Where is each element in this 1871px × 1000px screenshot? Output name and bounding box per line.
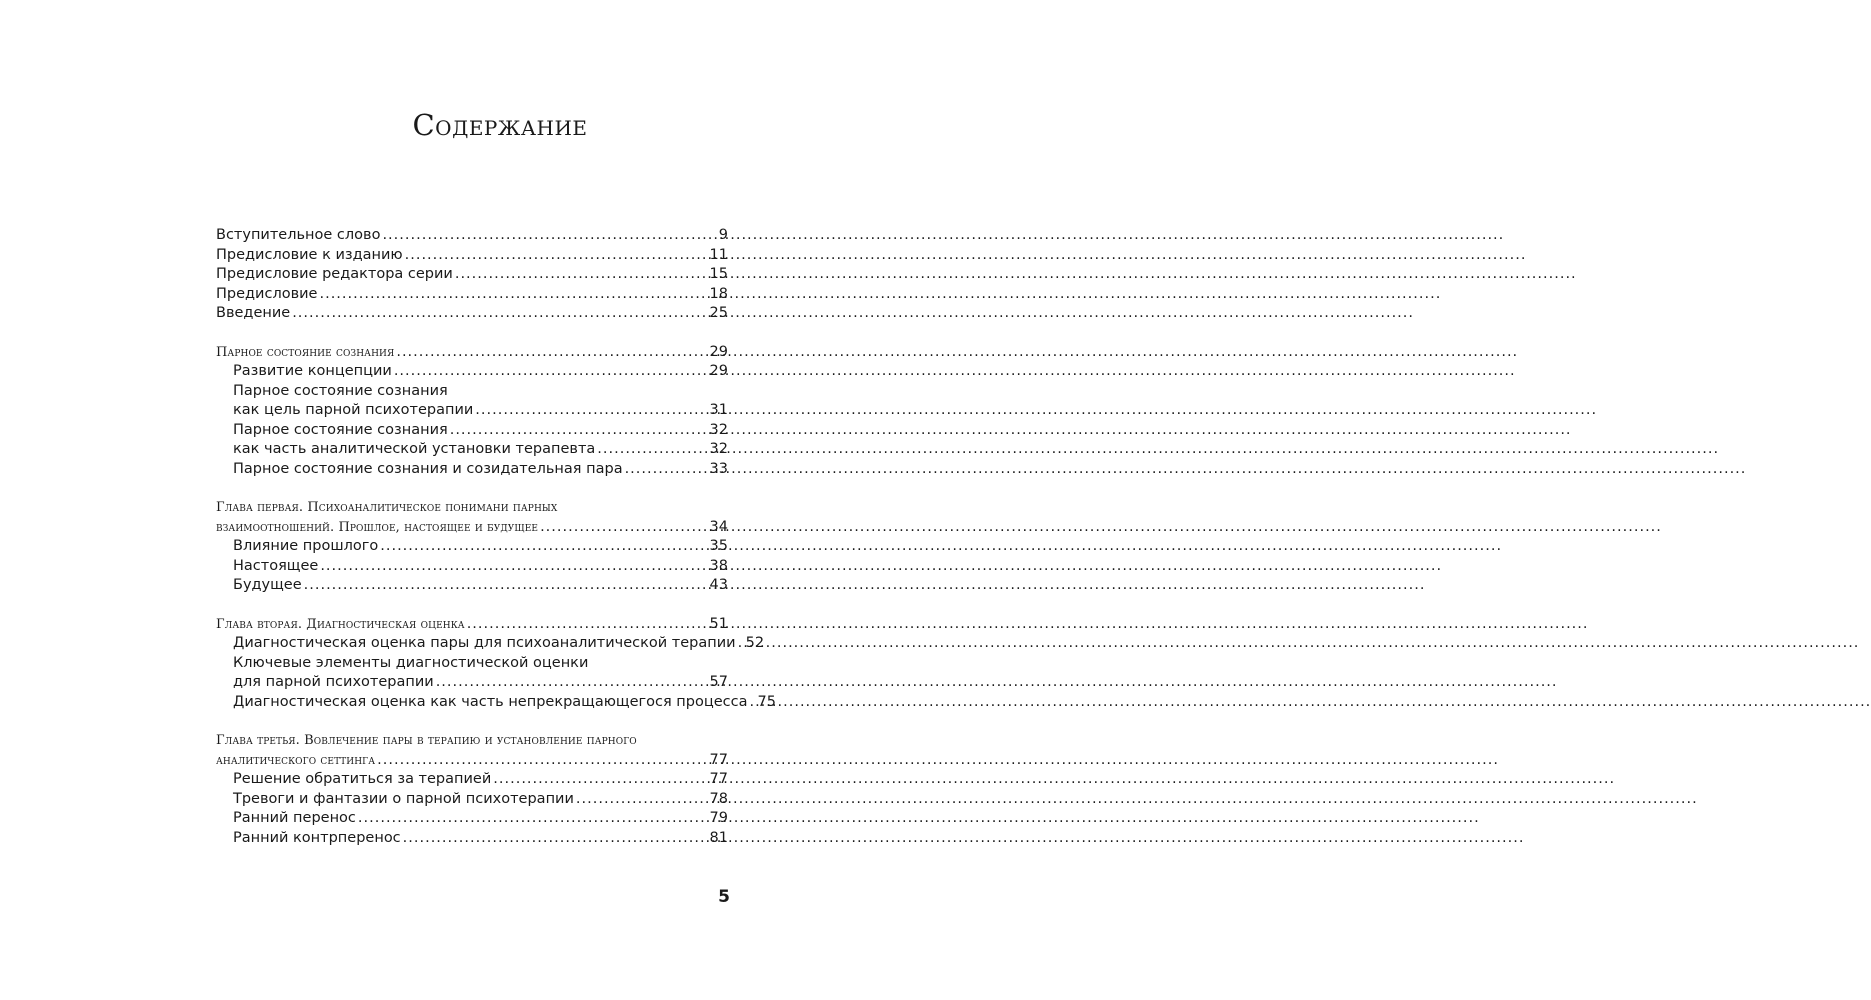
toc-entry-page: 34	[709, 518, 728, 535]
toc-subentry[interactable]	[216, 693, 776, 713]
toc-entry-title: Вступительное слово	[216, 227, 381, 243]
toc-subentry[interactable]	[216, 790, 728, 810]
toc-entry-title: Ранний контрперенос	[233, 829, 401, 846]
toc-subentry[interactable]	[216, 557, 728, 577]
toc-entry-page: 77	[709, 771, 728, 787]
toc-entry-title: Ранний перенос	[233, 810, 356, 826]
toc-entry-page: 43	[709, 577, 728, 593]
toc-entry-page: 33	[709, 460, 728, 477]
chapter-title: Глава вторая. Диагностическая оценка	[216, 616, 465, 632]
toc-subentry[interactable]	[216, 440, 728, 460]
toc-entry-page: 31	[709, 402, 728, 418]
toc-entry-page: 75	[757, 693, 776, 710]
toc-entry-page: 15	[709, 266, 728, 282]
toc-subentry-line1: Ключевые элементы диагностической оценки	[233, 654, 589, 671]
toc-subentry[interactable]	[216, 829, 728, 849]
toc-entry-page: 29	[709, 363, 728, 379]
toc-subentry[interactable]	[216, 673, 728, 693]
toc-entry-page: 77	[709, 751, 728, 768]
toc-entry-page: 25	[709, 305, 728, 321]
toc-entry-edition-preface[interactable]	[216, 246, 728, 266]
toc-section-heading[interactable]	[216, 343, 728, 363]
chapter-title-line2: взаимоотношений. Прошлое, настоящее и будущее	[216, 519, 539, 535]
toc-entry-series-editor-preface[interactable]	[216, 265, 728, 285]
toc-entry-page: 78	[709, 790, 728, 807]
chapter-title-line1: Глава первая. Психоаналитическое понимани парных	[216, 500, 558, 515]
toc-entry-foreword[interactable]	[216, 226, 728, 246]
toc-entry-page: 32	[709, 441, 728, 457]
page-title: Содержание	[412, 108, 588, 142]
toc-entry-page: 11	[709, 246, 728, 263]
toc-subentry[interactable]	[216, 809, 728, 829]
chapter-1-section	[216, 498, 728, 596]
toc-subentry-line1: Парное состояние сознания	[233, 382, 448, 399]
toc-entry-page: 32	[709, 421, 728, 438]
toc-entry-title: Предисловие	[216, 285, 318, 302]
toc-entry-title: для парной психотерапии	[233, 674, 434, 690]
toc-entry-title: Парное состояние сознания и созидательная пара	[233, 460, 623, 477]
toc-entry-title: Предисловие к изданию	[216, 246, 403, 263]
page-number: 5	[718, 887, 730, 907]
toc-entry-title: Развитие концепции	[233, 363, 392, 379]
chapter-2-section	[216, 615, 776, 713]
toc-entry-title: Тревоги и фантазии о парной психотерапии	[233, 790, 574, 807]
toc-entry-page: 35	[709, 538, 728, 554]
toc-subentry[interactable]	[216, 576, 728, 596]
toc-subentry[interactable]	[216, 401, 728, 421]
toc-subentry[interactable]	[216, 362, 728, 382]
toc-entry-title: Диагностическая оценка как часть непрекращающегося процесса	[233, 693, 748, 710]
toc-entry-page: 79	[709, 810, 728, 826]
toc-entry-page: 51	[709, 615, 728, 632]
toc-entry-title: Влияние прошлого	[233, 538, 379, 554]
toc-entry-introduction[interactable]	[216, 304, 728, 324]
intro-section	[216, 343, 728, 480]
toc-chapter-heading[interactable]	[216, 615, 728, 635]
toc-entry-title: Настоящее	[233, 557, 319, 574]
toc-entry-page: 57	[709, 674, 728, 690]
section-title: Парное состояние сознания	[216, 344, 395, 360]
toc-chapter-heading[interactable]	[216, 751, 728, 771]
toc-entry-page: 18	[709, 285, 728, 302]
toc-subentry[interactable]	[216, 537, 728, 557]
toc-subentry[interactable]	[216, 421, 728, 441]
front-matter-section	[216, 226, 728, 324]
toc-entry-title: как часть аналитической установки терапевта	[233, 441, 596, 457]
toc-chapter-heading[interactable]	[216, 518, 728, 538]
toc-entry-title: как цель парной психотерапии	[233, 402, 474, 418]
toc-subentry[interactable]	[216, 634, 765, 654]
toc-entry-title: Предисловие редактора серии	[216, 266, 453, 282]
toc-subentry[interactable]	[216, 770, 728, 790]
toc-entry-title: Парное состояние сознания	[233, 421, 448, 438]
toc-entry-page: 52	[745, 635, 765, 651]
toc-entry-preface[interactable]	[216, 285, 728, 305]
toc-entry-title: Решение обратиться за терапией	[233, 771, 492, 787]
chapter-title-line2: аналитического сеттинга	[216, 752, 376, 768]
table-of-contents	[216, 226, 776, 867]
toc-entry-title: Введение	[216, 305, 291, 321]
toc-entry-title: Будущее	[233, 577, 302, 593]
toc-entry-page: 9	[718, 227, 728, 243]
toc-entry-title: Диагностическая оценка пары для психоаналитической терапии	[233, 635, 736, 651]
chapter-title-line1: Глава третья. Вовлечение пары в терапию и установление парного	[216, 733, 637, 748]
toc-subentry[interactable]	[216, 460, 728, 480]
toc-entry-page: 81	[709, 829, 728, 846]
toc-entry-page: 29	[709, 343, 728, 360]
chapter-3-section	[216, 731, 728, 848]
toc-entry-page: 38	[709, 557, 728, 574]
